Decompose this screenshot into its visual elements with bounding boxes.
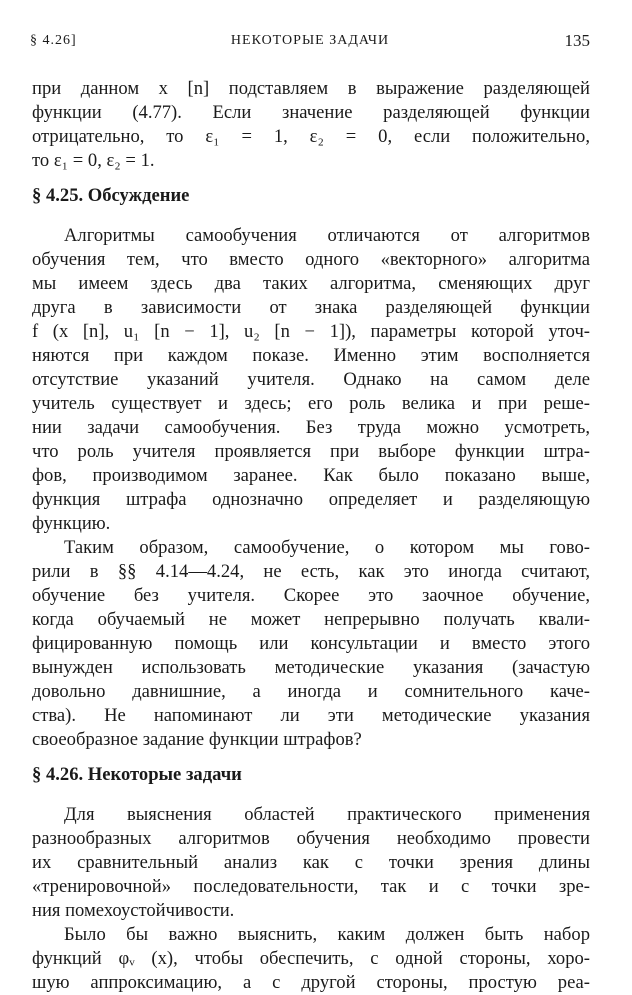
text-line: друга в зависимости от знака разделяющей функции xyxy=(32,297,590,318)
text-line: вынужден использовать методические указания (зачастую xyxy=(32,657,590,678)
text-line: их сравнительный анализ как с точки зрения длины xyxy=(32,852,590,873)
header-section-ref: § 4.26] xyxy=(30,33,77,48)
text-line: f (x [n], u₁ [n − 1], u₂ [n − 1]), параметры которой уточ- xyxy=(32,321,590,342)
text-line: отрицательно, то ε₁ = 1, ε₂ = 0, если положительно, xyxy=(32,126,590,147)
text-line: рили в §§ 4.14—4.24, не есть, как это иногда считают, xyxy=(32,561,590,582)
text-line: отсутствие указаний учителя. Однако на самом деле xyxy=(32,369,590,390)
text-line: функцию. xyxy=(32,513,111,534)
text-line: своеобразное задание функции штрафов? xyxy=(32,729,362,750)
text-line: что роль учителя проявляется при выборе функции штра- xyxy=(32,441,590,462)
text-line: когда обучаемый не может непрерывно получать квали- xyxy=(32,609,590,630)
text-line: обучение без учителя. Скорее это заочное обучение, xyxy=(32,585,590,606)
text-line: Алгоритмы самообучения отличаются от алгоритмов xyxy=(64,225,590,246)
text-line: довольно давнишние, а иногда и сомнительного каче- xyxy=(32,681,590,702)
text-line: шую аппроксимацию, а с другой стороны, простую реа- xyxy=(32,972,590,993)
text-line: фицированную помощь или консультации и вместо этого xyxy=(32,633,590,654)
header-title: НЕКОТОРЫЕ ЗАДАЧИ xyxy=(230,33,390,48)
text-line: Таким образом, самообучение, о котором мы гово- xyxy=(64,537,590,558)
text-line: обучения тем, что вместо одного «векторного» алгоритма xyxy=(32,249,590,270)
text-line: ства). Не напоминают ли эти методические указания xyxy=(32,705,590,726)
text-line: няются при каждом показе. Именно этим восполняется xyxy=(32,345,590,366)
text-line: ния помехоустойчивости. xyxy=(32,900,235,921)
text-line: разнообразных алгоритмов обучения необходимо провести xyxy=(32,828,590,849)
text-line: «тренировочной» последовательности, так и с точки зре- xyxy=(32,876,590,897)
text-line: функция штрафа однозначно определяет и разделяющую xyxy=(32,489,590,510)
text-line: фов, производимом заранее. Как было показано выше, xyxy=(32,465,590,486)
text-line: функции (4.77). Если значение разделяющей функции xyxy=(32,102,590,123)
text-line: при данном x [n] подставляем в выражение разделяющей xyxy=(32,78,590,99)
section-heading-4-25: § 4.25. Обсуждение xyxy=(32,185,190,206)
text-line: Для выяснения областей практического применения xyxy=(64,804,590,825)
section-heading-4-26: § 4.26. Некоторые задачи xyxy=(32,764,242,785)
text-line: функций φᵥ (x), чтобы обеспечить, с одной стороны, хоро- xyxy=(32,948,590,969)
page-number: 135 xyxy=(564,31,590,50)
text-line: мы имеем здесь два таких алгоритма, сменяющих друг xyxy=(32,273,590,294)
text-line: Было бы важно выяснить, каким должен быть набор xyxy=(64,924,590,945)
text-line: учитель существует и здесь; его роль велика и при реше- xyxy=(32,393,590,414)
text-line: нии задачи самообучения. Без труда можно усмотреть, xyxy=(32,417,590,438)
running-header xyxy=(30,33,590,57)
text-line: то ε₁ = 0, ε₂ = 1. xyxy=(32,150,155,171)
